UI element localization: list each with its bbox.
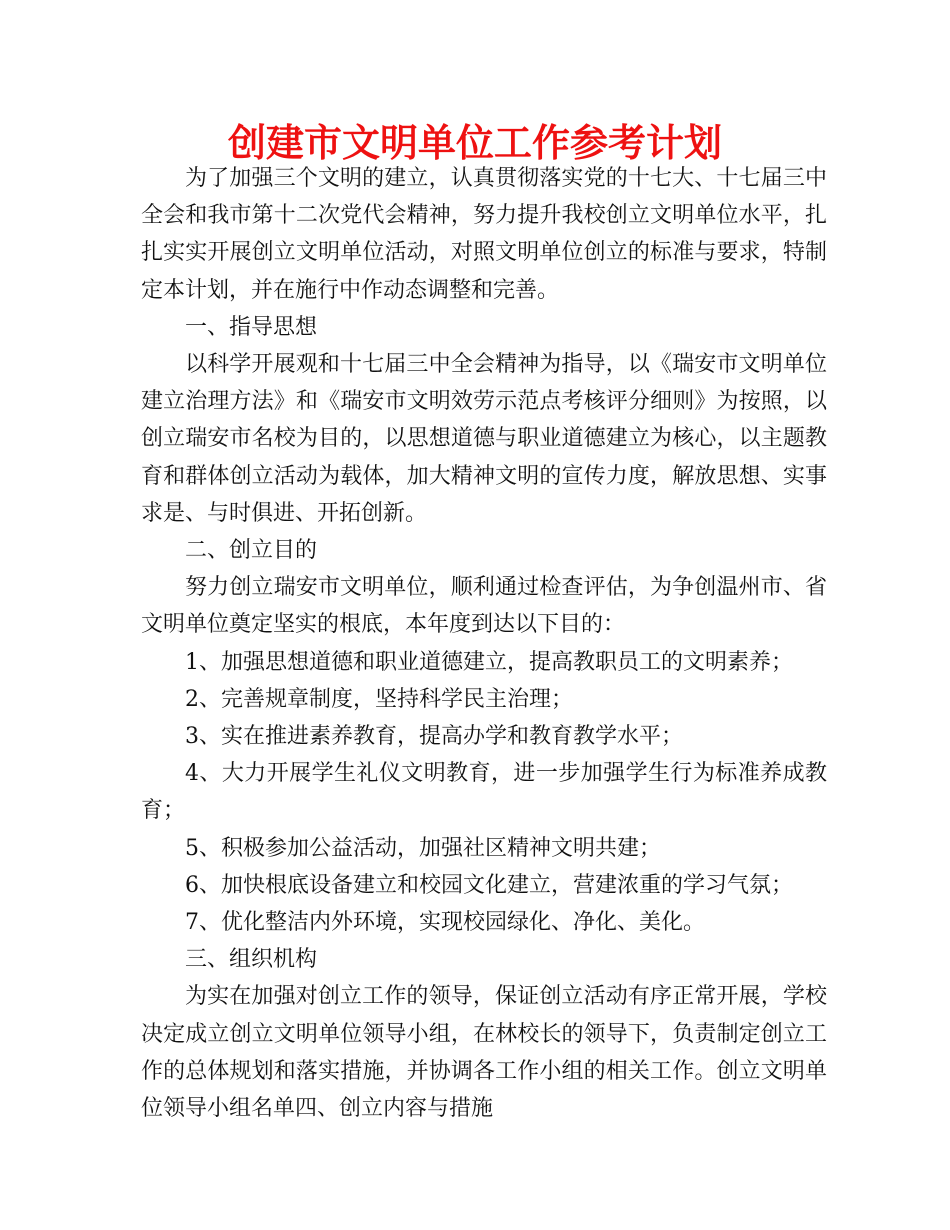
intro-paragraph: 为了加强三个文明的建立，认真贯彻落实党的十七大、十七届三中全会和我市第十二次党代会精神，努力提升我校创立文明单位水平，扎扎实实开展创立文明单位活动，对照文明单位创立的标准与要求，特制定本计划，并在施行中作动态调整和完善。 — [141, 166, 827, 303]
goal-item-5: 5、积极参加公益活动，加强社区精神文明共建； — [185, 835, 661, 861]
organization-paragraph: 为实在加强对创立工作的领导，保证创立活动有序正常开展，学校决定成立创立文明单位领导小组，在林校长的领导下，负责制定创立工作的总体规划和落实措施，并协调各工作小组的相关工作。创立文明单位领导小组名单四、创立内容与措施 — [141, 984, 827, 1122]
goal-item-2: 2、完善规章制度，坚持科学民主治理； — [185, 686, 573, 712]
document-title: 创建市文明单位工作参考计划 — [227, 121, 722, 165]
section-heading-guiding-ideology: 一、指导思想 — [185, 314, 318, 340]
goals-paragraph: 努力创立瑞安市文明单位，顺利通过检查评估，为争创温州市、省文明单位奠定坚实的根底，本年度到达以下目的： — [141, 575, 827, 638]
goal-item-3: 3、实在推进素养教育，提高办学和教育教学水平； — [185, 724, 683, 750]
goal-item-7: 7、优化整洁内外环境，实现校园绿化、净化、美化。 — [185, 910, 705, 936]
goal-item-1: 1、加强思想道德和职业道德建立，提高教职员工的文明素养； — [185, 649, 793, 675]
goal-item-4: 4、大力开展学生礼仪文明教育，进一步加强学生行为标准养成教育； — [141, 761, 827, 824]
section-heading-goals: 二、创立目的 — [185, 538, 318, 564]
goal-item-6: 6、加快根底设备建立和校园文化建立，营建浓重的学习气氛； — [185, 872, 793, 898]
document-body — [141, 160, 827, 1127]
guiding-ideology-paragraph: 以科学开展观和十七届三中全会精神为指导，以《瑞安市文明单位建立治理方法》和《瑞安市文明效劳示范点考核评分细则》为按照，以创立瑞安市名校为目的，以思想道德与职业道德建立为核心，以主题教育和群体创立活动为载体，加大精神文明的宣传力度，解放思想、实事求是、与时俱进、开拓创新。 — [141, 352, 827, 526]
section-heading-organization: 三、组织机构 — [185, 947, 318, 973]
